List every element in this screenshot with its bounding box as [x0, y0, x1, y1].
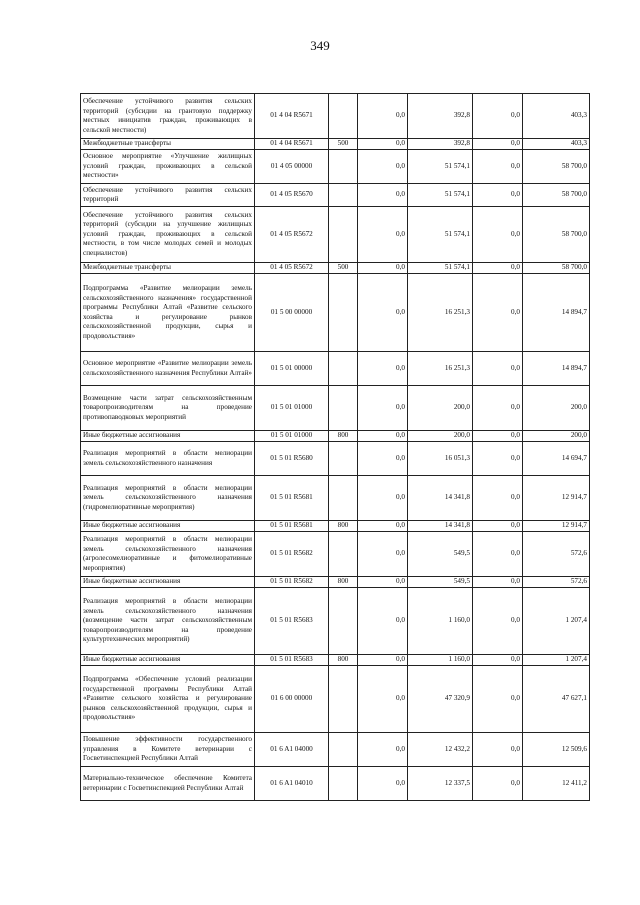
row-code-cell: 01 4 05 R5670	[255, 184, 329, 207]
row-name-cell: Обеспечение устойчивого развития сельских территорий	[81, 184, 255, 207]
row-value-2-cell: 51 574,1	[408, 207, 473, 263]
row-code-cell: 01 4 05 R5672	[255, 207, 329, 263]
row-value-3-cell: 0,0	[473, 577, 523, 588]
row-value-1-cell: 0,0	[358, 655, 408, 666]
row-value-1-cell: 0,0	[358, 150, 408, 184]
row-expense-type-cell	[329, 442, 358, 476]
row-name-cell: Иные бюджетные ассигнования	[81, 655, 255, 666]
row-name-cell: Межбюджетные трансферты	[81, 263, 255, 274]
row-value-2-cell: 1 160,0	[408, 588, 473, 655]
row-code-cell: 01 5 01 00000	[255, 352, 329, 386]
row-expense-type-cell	[329, 207, 358, 263]
row-value-3-cell: 0,0	[473, 184, 523, 207]
row-name-cell: Реализация мероприятий в области мелиорации земель сельскохозяйственного назначения (возмещение части затрат сельскохозяйственным товаропроизводителям на проведение культуртехнических мероприятий)	[81, 588, 255, 655]
row-value-4-cell: 58 700,0	[523, 263, 590, 274]
table-row	[81, 655, 590, 666]
row-code-cell: 01 5 01 01000	[255, 431, 329, 442]
row-value-1-cell: 0,0	[358, 386, 408, 431]
row-name-cell: Реализация мероприятий в области мелиорации земель сельскохозяйственного назначения	[81, 442, 255, 476]
table-row	[81, 666, 590, 733]
row-code-cell: 01 5 01 R5680	[255, 442, 329, 476]
row-value-2-cell: 12 337,5	[408, 767, 473, 801]
row-expense-type-cell	[329, 150, 358, 184]
row-value-2-cell: 51 574,1	[408, 263, 473, 274]
row-value-4-cell: 1 207,4	[523, 588, 590, 655]
row-value-1-cell: 0,0	[358, 274, 408, 352]
row-value-3-cell: 0,0	[473, 666, 523, 733]
row-code-cell: 01 4 04 R5671	[255, 94, 329, 139]
row-name-cell: Подпрограмма «Развитие мелиорации земель сельскохозяйственного назначения» государственной программы Республики Алтай «Развитие сельского хозяйства и регулирование рынков сельскохозяйственной продукции, сырья и продовольствия»	[81, 274, 255, 352]
row-code-cell: 01 4 05 R5672	[255, 263, 329, 274]
row-value-2-cell: 549,5	[408, 532, 473, 577]
row-name-cell: Обеспечение устойчивого развития сельских территорий (субсидии на грантовую поддержку местных инициатив граждан, проживающих в сельской местности)	[81, 94, 255, 139]
row-value-2-cell: 392,8	[408, 139, 473, 150]
row-name-cell: Иные бюджетные ассигнования	[81, 521, 255, 532]
row-value-1-cell: 0,0	[358, 767, 408, 801]
row-name-cell: Иные бюджетные ассигнования	[81, 577, 255, 588]
table-row	[81, 207, 590, 263]
row-value-4-cell: 1 207,4	[523, 655, 590, 666]
row-value-4-cell: 58 700,0	[523, 150, 590, 184]
row-code-cell: 01 6 A1 04010	[255, 767, 329, 801]
row-name-cell: Основное мероприятие «Улучшение жилищных условий граждан, проживающих в сельской местности»	[81, 150, 255, 184]
row-value-3-cell: 0,0	[473, 207, 523, 263]
row-value-4-cell: 403,3	[523, 94, 590, 139]
row-name-cell: Реализация мероприятий в области мелиорации земель сельскохозяйственного назначения (гидромелиоративные мероприятия)	[81, 476, 255, 521]
row-name-cell: Основное мероприятие «Развитие мелиорации земель сельскохозяйственного назначения Республики Алтай»	[81, 352, 255, 386]
row-expense-type-cell: 800	[329, 431, 358, 442]
row-code-cell: 01 5 01 R5681	[255, 476, 329, 521]
row-value-3-cell: 0,0	[473, 386, 523, 431]
row-value-1-cell: 0,0	[358, 431, 408, 442]
row-code-cell: 01 5 01 R5681	[255, 521, 329, 532]
row-value-1-cell: 0,0	[358, 352, 408, 386]
page-number: 349	[310, 38, 330, 53]
row-expense-type-cell	[329, 94, 358, 139]
row-expense-type-cell	[329, 274, 358, 352]
row-value-3-cell: 0,0	[473, 767, 523, 801]
table-row	[81, 476, 590, 521]
table-row	[81, 588, 590, 655]
row-name-cell: Реализация мероприятий в области мелиорации земель сельскохозяйственного назначения (агролесомелиоративные и фитомелиоративные мероприятия)	[81, 532, 255, 577]
row-value-2-cell: 200,0	[408, 386, 473, 431]
row-value-1-cell: 0,0	[358, 577, 408, 588]
row-expense-type-cell	[329, 532, 358, 577]
row-code-cell: 01 5 01 01000	[255, 386, 329, 431]
row-value-4-cell: 58 700,0	[523, 184, 590, 207]
table-row	[81, 521, 590, 532]
row-value-4-cell: 572,6	[523, 577, 590, 588]
row-value-2-cell: 47 320,9	[408, 666, 473, 733]
table-row	[81, 139, 590, 150]
row-value-3-cell: 0,0	[473, 431, 523, 442]
row-code-cell: 01 4 04 R5671	[255, 139, 329, 150]
row-value-3-cell: 0,0	[473, 733, 523, 767]
row-value-1-cell: 0,0	[358, 263, 408, 274]
row-expense-type-cell	[329, 352, 358, 386]
row-expense-type-cell	[329, 733, 358, 767]
row-value-3-cell: 0,0	[473, 352, 523, 386]
row-name-cell: Возмещение части затрат сельскохозяйственным товаропроизводителям на проведение противопаводковых мероприятий	[81, 386, 255, 431]
row-expense-type-cell	[329, 184, 358, 207]
row-value-4-cell: 572,6	[523, 532, 590, 577]
table-row	[81, 184, 590, 207]
table-row	[81, 263, 590, 274]
row-value-4-cell: 200,0	[523, 431, 590, 442]
row-value-4-cell: 12 509,6	[523, 733, 590, 767]
row-value-1-cell: 0,0	[358, 207, 408, 263]
row-code-cell: 01 5 00 00000	[255, 274, 329, 352]
row-value-2-cell: 16 251,3	[408, 352, 473, 386]
row-name-cell: Обеспечение устойчивого развития сельских территорий (субсидии на улучшение жилищных условий граждан, проживающих в сельской местности, в том числе молодых семей и молодых специалистов)	[81, 207, 255, 263]
row-code-cell: 01 5 01 R5683	[255, 655, 329, 666]
row-value-1-cell: 0,0	[358, 184, 408, 207]
row-value-4-cell: 14 894,7	[523, 274, 590, 352]
row-value-1-cell: 0,0	[358, 442, 408, 476]
row-value-1-cell: 0,0	[358, 733, 408, 767]
row-value-2-cell: 392,8	[408, 94, 473, 139]
row-value-1-cell: 0,0	[358, 476, 408, 521]
row-value-3-cell: 0,0	[473, 521, 523, 532]
row-expense-type-cell	[329, 588, 358, 655]
row-name-cell: Повышение эффективности государственного управления в Комитете ветеринарии с Госветинспекцией Республики Алтай	[81, 733, 255, 767]
table-row	[81, 733, 590, 767]
row-value-4-cell: 47 627,1	[523, 666, 590, 733]
row-value-4-cell: 12 914,7	[523, 476, 590, 521]
row-value-4-cell: 12 914,7	[523, 521, 590, 532]
row-code-cell: 01 6 00 00000	[255, 666, 329, 733]
table-row	[81, 577, 590, 588]
table-row	[81, 150, 590, 184]
row-value-3-cell: 0,0	[473, 532, 523, 577]
row-value-3-cell: 0,0	[473, 655, 523, 666]
budget-table	[80, 93, 590, 801]
row-value-3-cell: 0,0	[473, 476, 523, 521]
row-value-2-cell: 16 051,3	[408, 442, 473, 476]
row-expense-type-cell	[329, 386, 358, 431]
budget-table-body	[81, 94, 590, 801]
row-value-2-cell: 14 341,8	[408, 476, 473, 521]
row-value-2-cell: 12 432,2	[408, 733, 473, 767]
row-value-2-cell: 200,0	[408, 431, 473, 442]
table-row	[81, 532, 590, 577]
row-value-2-cell: 549,5	[408, 577, 473, 588]
row-expense-type-cell: 500	[329, 263, 358, 274]
row-value-1-cell: 0,0	[358, 588, 408, 655]
row-code-cell: 01 5 01 R5683	[255, 588, 329, 655]
row-value-4-cell: 58 700,0	[523, 207, 590, 263]
row-value-3-cell: 0,0	[473, 588, 523, 655]
row-value-3-cell: 0,0	[473, 94, 523, 139]
row-expense-type-cell: 800	[329, 521, 358, 532]
row-name-cell: Материально-техническое обеспечение Комитета ветеринарии с Госветинспекцией Республики Алтай	[81, 767, 255, 801]
table-row	[81, 386, 590, 431]
row-value-4-cell: 12 411,2	[523, 767, 590, 801]
row-value-3-cell: 0,0	[473, 139, 523, 150]
row-code-cell: 01 6 A1 04000	[255, 733, 329, 767]
row-value-1-cell: 0,0	[358, 139, 408, 150]
row-value-2-cell: 51 574,1	[408, 150, 473, 184]
row-value-1-cell: 0,0	[358, 94, 408, 139]
row-value-2-cell: 1 160,0	[408, 655, 473, 666]
row-name-cell: Межбюджетные трансферты	[81, 139, 255, 150]
row-value-4-cell: 14 694,7	[523, 442, 590, 476]
row-value-3-cell: 0,0	[473, 442, 523, 476]
row-value-1-cell: 0,0	[358, 666, 408, 733]
row-expense-type-cell: 800	[329, 655, 358, 666]
row-value-2-cell: 14 341,8	[408, 521, 473, 532]
row-value-3-cell: 0,0	[473, 150, 523, 184]
row-value-3-cell: 0,0	[473, 274, 523, 352]
table-row	[81, 767, 590, 801]
row-value-2-cell: 51 574,1	[408, 184, 473, 207]
row-code-cell: 01 4 05 00000	[255, 150, 329, 184]
row-code-cell: 01 5 01 R5682	[255, 532, 329, 577]
table-row	[81, 442, 590, 476]
row-value-4-cell: 14 894,7	[523, 352, 590, 386]
row-value-3-cell: 0,0	[473, 263, 523, 274]
row-value-4-cell: 403,3	[523, 139, 590, 150]
table-row	[81, 431, 590, 442]
row-name-cell: Иные бюджетные ассигнования	[81, 431, 255, 442]
row-code-cell: 01 5 01 R5682	[255, 577, 329, 588]
row-expense-type-cell: 800	[329, 577, 358, 588]
row-expense-type-cell	[329, 476, 358, 521]
row-value-1-cell: 0,0	[358, 521, 408, 532]
row-expense-type-cell	[329, 666, 358, 733]
row-name-cell: Подпрограмма «Обеспечение условий реализации государственной программы Республики Алтай «Развитие сельского хозяйства и регулирование рынков сельскохозяйственной продукции, сырья и продовольствия»	[81, 666, 255, 733]
row-value-4-cell: 200,0	[523, 386, 590, 431]
table-row	[81, 94, 590, 139]
table-row	[81, 274, 590, 352]
row-expense-type-cell	[329, 767, 358, 801]
row-value-1-cell: 0,0	[358, 532, 408, 577]
row-expense-type-cell: 500	[329, 139, 358, 150]
table-row	[81, 352, 590, 386]
row-value-2-cell: 16 251,3	[408, 274, 473, 352]
